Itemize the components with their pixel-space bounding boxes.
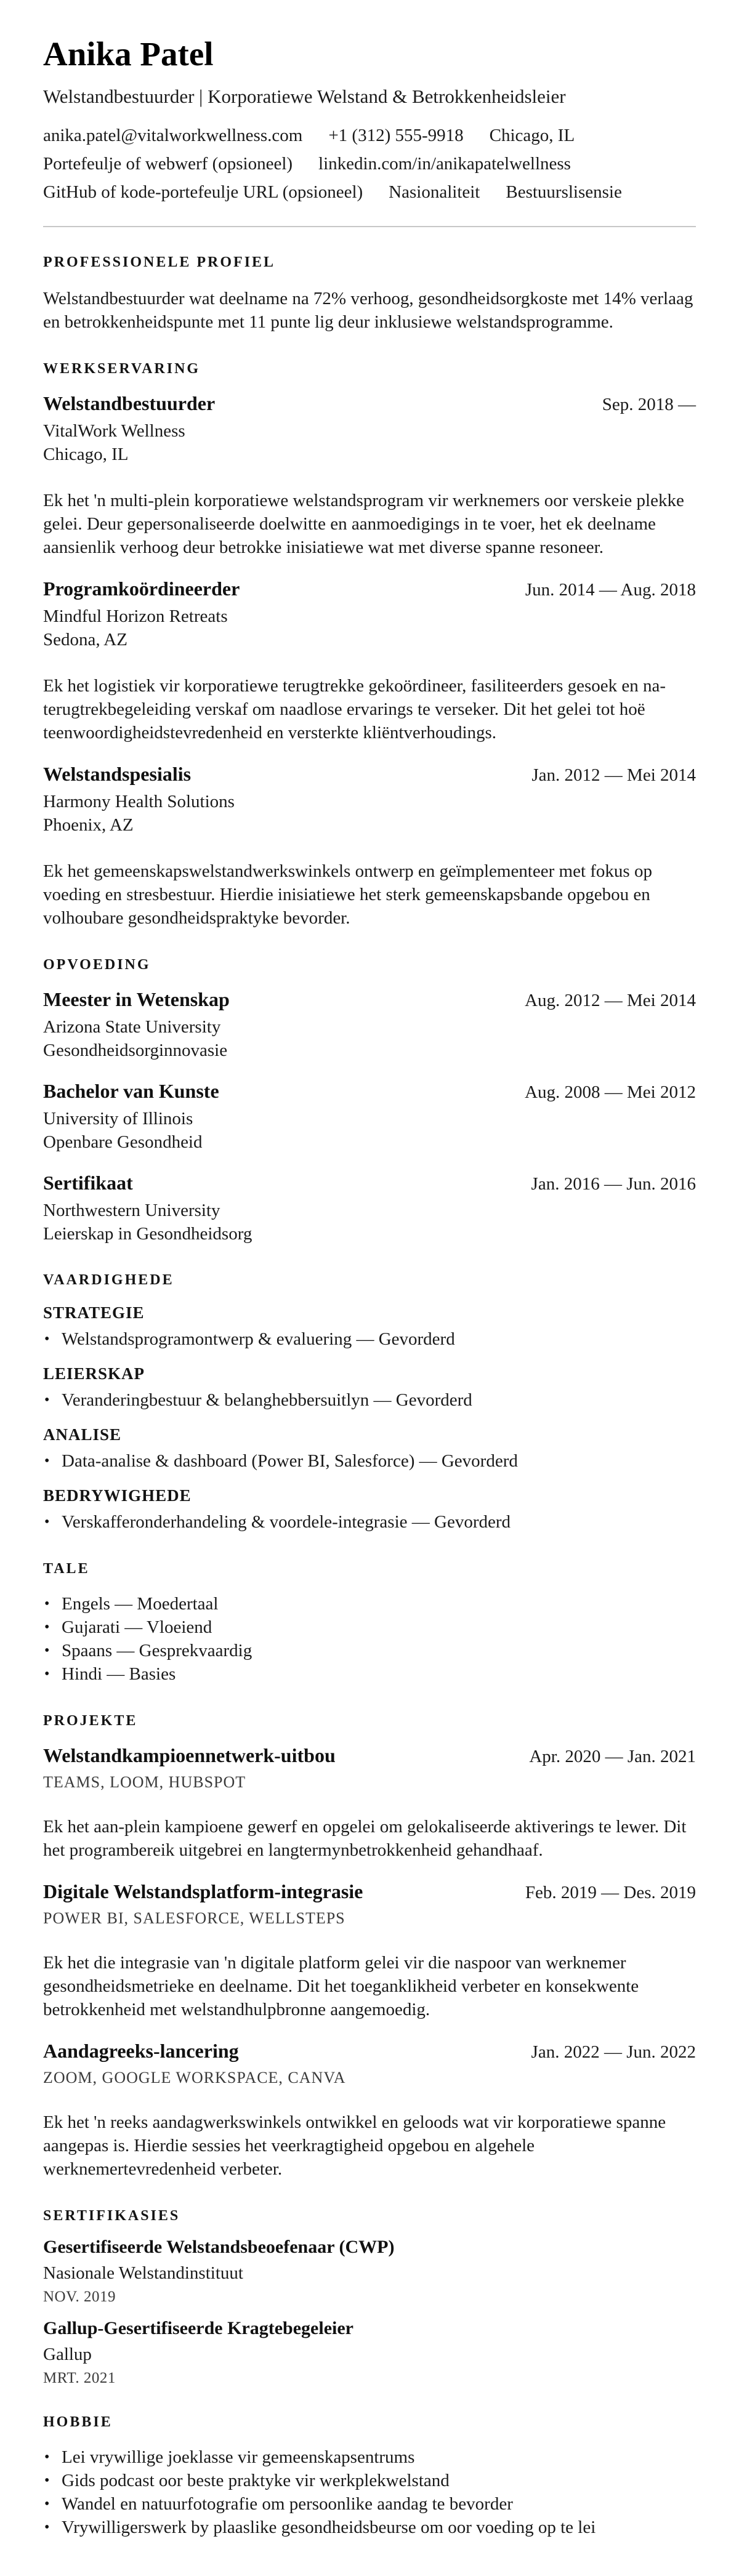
job-entry: [43, 392, 696, 559]
header-divider: [43, 226, 696, 227]
job-title: Programkoördineerder: [43, 578, 240, 600]
project-tools: TEAMS, LOOM, HUBSPOT: [43, 1773, 246, 1792]
skill-item: • Data-analise & dashboard (Power BI, Salesforce) — Gevorderd: [43, 1449, 696, 1473]
degree-dates: Aug. 2008 — Mei 2012: [525, 1082, 696, 1103]
project-description: Ek het die integrasie van 'n digitale platform gelei vir die naspoor van werknemer gesondheidsmetrieke en deelname. Dit het toeganklikheid verbeter en konsekwente betrokkenheid met welstandhulpbronne aangemoedig.: [43, 1953, 639, 2020]
job-entry: [43, 578, 696, 744]
project-title: Aandagreeks-lancering: [43, 2040, 239, 2063]
degree-title: Meester in Wetenskap: [43, 988, 230, 1011]
contact-portfolio: Portefeulje of webwerf (opsioneel): [43, 154, 293, 174]
hobby-item: • Lei vrywillige joeklasse vir gemeenskapsentrums: [43, 2445, 696, 2469]
degree-dates: Jan. 2016 — Jun. 2016: [531, 1174, 696, 1194]
degree-school: Arizona State University: [43, 1017, 221, 1037]
education-list: [43, 988, 696, 1245]
section-heading-skills: VAARDIGHEDE: [43, 1272, 174, 1289]
skill-group-label: LEIERSKAP: [43, 1364, 145, 1383]
contact-phone: +1 (312) 555-9918: [328, 126, 464, 146]
hobby-item: • Gids podcast oor beste praktyke vir werkplekwelstand: [43, 2469, 696, 2492]
project-title: Welstandkampioennetwerk-uitbou: [43, 1744, 336, 1767]
job-company: Harmony Health Solutions: [43, 792, 235, 812]
project-dates: Apr. 2020 — Jan. 2021: [529, 1747, 696, 1767]
job-description: Ek het 'n multi-plein korporatiewe welstandsprogram vir werknemers oor verskeie plekke gelei. Deur gepersonaliseerde doelwitte en aanmoedigings in te voer, het ek deelname aansienlik verhoog deur betrokke inisiatiewe wat met diverse spanne resoneer.: [43, 491, 684, 558]
job-company: Mindful Horizon Retreats: [43, 606, 228, 627]
section-profile: [43, 254, 696, 334]
contact-row-1: [43, 124, 696, 147]
person-name: Anika Patel: [43, 35, 214, 73]
section-heading-languages: TALE: [43, 1561, 90, 1577]
certification-date: MRT. 2021: [43, 2370, 116, 2387]
skill-group-label: STRATEGIE: [43, 1303, 145, 1322]
job-dates: Jun. 2014 — Aug. 2018: [525, 580, 696, 600]
skill-group: [43, 1486, 696, 1534]
certification-entry: [43, 2237, 696, 2306]
job-location: Chicago, IL: [43, 445, 129, 465]
contact-nationality: Nasionaliteit: [389, 182, 480, 203]
contact-location: Chicago, IL: [489, 126, 575, 146]
hobby-item: • Wandel en natuurfotografie om persoonlike aandag te bevorder: [43, 2492, 696, 2516]
project-tools: POWER BI, SALESFORCE, WELLSTEPS: [43, 1909, 345, 1928]
person-headline: Welstandbestuurder | Korporatiewe Welstand & Betrokkenheidsleier: [43, 86, 566, 108]
degree-school: University of Illinois: [43, 1109, 193, 1129]
job-dates: Jan. 2012 — Mei 2014: [531, 765, 696, 786]
section-education: [43, 957, 696, 1245]
language-item: • Gujarati — Vloeiend: [43, 1616, 696, 1639]
education-entry: [43, 1172, 696, 1245]
section-heading-experience: WERKSERVARING: [43, 361, 201, 377]
certification-title: Gesertifiseerde Welstandsbeoefenaar (CWP): [43, 2237, 395, 2258]
section-heading-certifications: SERTIFIKASIES: [43, 2208, 180, 2224]
section-skills: [43, 1272, 696, 1534]
contact-linkedin: linkedin.com/in/anikapatelwellness: [318, 154, 571, 174]
degree-school: Northwestern University: [43, 1201, 220, 1221]
job-entry: [43, 763, 696, 930]
resume-header: [43, 34, 696, 204]
project-list: [43, 1744, 696, 2181]
job-location: Phoenix, AZ: [43, 815, 134, 835]
section-heading-hobbies: HOBBIE: [43, 2414, 113, 2431]
contact-email: anika.patel@vitalworkwellness.com: [43, 126, 303, 146]
project-dates: Feb. 2019 — Des. 2019: [525, 1883, 696, 1903]
job-location: Sedona, AZ: [43, 630, 127, 650]
project-description: Ek het aan-plein kampioene gewerf en opgelei om gelokaliseerde aktiverings te lewer. Dit het programbereik uitgebrei en langtermynbetrokkenheid gehandhaaf.: [43, 1817, 687, 1861]
certification-title: Gallup-Gesertifiseerde Kragtebegeleier: [43, 2318, 353, 2339]
profile-summary: Welstandbestuurder wat deelname na 72% verhoog, gesondheidsorgkoste met 14% verlaag en betrokkenheidspunte met 11 punte lig deur inklusiewe welstandsprogramme.: [43, 289, 693, 332]
section-languages: [43, 1561, 696, 1686]
contact-github: GitHub of kode-portefeulje URL (opsioneel): [43, 182, 363, 203]
certification-issuer: Gallup: [43, 2345, 92, 2365]
job-description: Ek het logistiek vir korporatiewe terugtrekke gekoördineer, fasiliteerders gesoek en na-terugtrekbegeleiding verskaf om naadlose ervarings te verseker. Dit het gelei tot hoë teenwoordigheidstevredenheid en versterkte kliëntverhoudings.: [43, 676, 666, 743]
skill-group-label: BEDRYWIGHEDE: [43, 1486, 192, 1505]
job-title: Welstandspesialis: [43, 763, 192, 786]
skill-group: [43, 1425, 696, 1473]
language-item: • Spaans — Gesprekvaardig: [43, 1639, 696, 1662]
job-company: VitalWork Wellness: [43, 421, 185, 441]
contact-info: [43, 124, 696, 204]
skill-group: [43, 1303, 696, 1351]
job-dates: Sep. 2018 —: [602, 395, 696, 415]
degree-title: Sertifikaat: [43, 1172, 133, 1194]
degree-field: Openbare Gesondheid: [43, 1132, 203, 1153]
language-list: [43, 1592, 696, 1686]
skill-item: • Verskafferonderhandeling & voordele-integrasie — Gevorderd: [43, 1510, 696, 1534]
section-heading-projects: PROJEKTE: [43, 1713, 138, 1729]
degree-dates: Aug. 2012 — Mei 2014: [525, 991, 696, 1011]
contact-row-2: [43, 152, 696, 175]
project-entry: [43, 2040, 696, 2181]
contact-license: Bestuurslisensie: [506, 182, 622, 203]
section-heading-education: OPVOEDING: [43, 957, 151, 973]
project-dates: Jan. 2022 — Jun. 2022: [531, 2042, 696, 2063]
skill-group-label: ANALISE: [43, 1425, 122, 1444]
project-entry: [43, 1744, 696, 1862]
project-description: Ek het 'n reeks aandagwerkswinkels ontwikkel en geloods wat vir korporatiewe spanne aangepas is. Hierdie sessies het veerkragtigheid opgebou en algehele werknemertevredenheid verbeter.: [43, 2112, 666, 2180]
project-entry: [43, 1880, 696, 2021]
section-hobbies: [43, 2414, 696, 2539]
section-projects: [43, 1713, 696, 2181]
degree-title: Bachelor van Kunste: [43, 1080, 219, 1103]
contact-row-3: [43, 180, 696, 204]
education-entry: [43, 988, 696, 1061]
hobby-list: [43, 2445, 696, 2539]
skill-group: [43, 1364, 696, 1412]
project-title: Digitale Welstandsplatform-integrasie: [43, 1880, 363, 1903]
certification-entry: [43, 2318, 696, 2387]
degree-field: Gesondheidsorginnovasie: [43, 1040, 228, 1061]
certification-issuer: Nasionale Welstandinstituut: [43, 2263, 243, 2284]
degree-field: Leierskap in Gesondheidsorg: [43, 1224, 252, 1244]
section-heading-profile: PROFESSIONELE PROFIEL: [43, 254, 276, 271]
job-title: Welstandbestuurder: [43, 392, 216, 415]
language-item: • Hindi — Basies: [43, 1662, 696, 1686]
skill-item: • Welstandsprogramontwerp & evaluering — Gevorderd: [43, 1327, 696, 1351]
job-list: [43, 392, 696, 930]
certification-date: NOV. 2019: [43, 2288, 116, 2306]
section-certifications: [43, 2208, 696, 2387]
job-description: Ek het gemeenskapswelstandwerkswinkels ontwerp en geïmplementeer met fokus op voeding en stresbestuur. Hierdie inisiatiewe het sterk gemeenskapsbande opgebou en volhoubare gesondheidspraktyke bevorder.: [43, 861, 652, 928]
skill-item: • Veranderingbestuur & belanghebbersuitlyn — Gevorderd: [43, 1388, 696, 1412]
project-tools: ZOOM, GOOGLE WORKSPACE, CANVA: [43, 2069, 346, 2087]
hobby-item: • Vrywilligerswerk by plaaslike gesondheidsbeurse om oor voeding op te lei: [43, 2516, 696, 2539]
section-experience: [43, 361, 696, 930]
education-entry: [43, 1080, 696, 1153]
language-item: • Engels — Moedertaal: [43, 1592, 696, 1616]
